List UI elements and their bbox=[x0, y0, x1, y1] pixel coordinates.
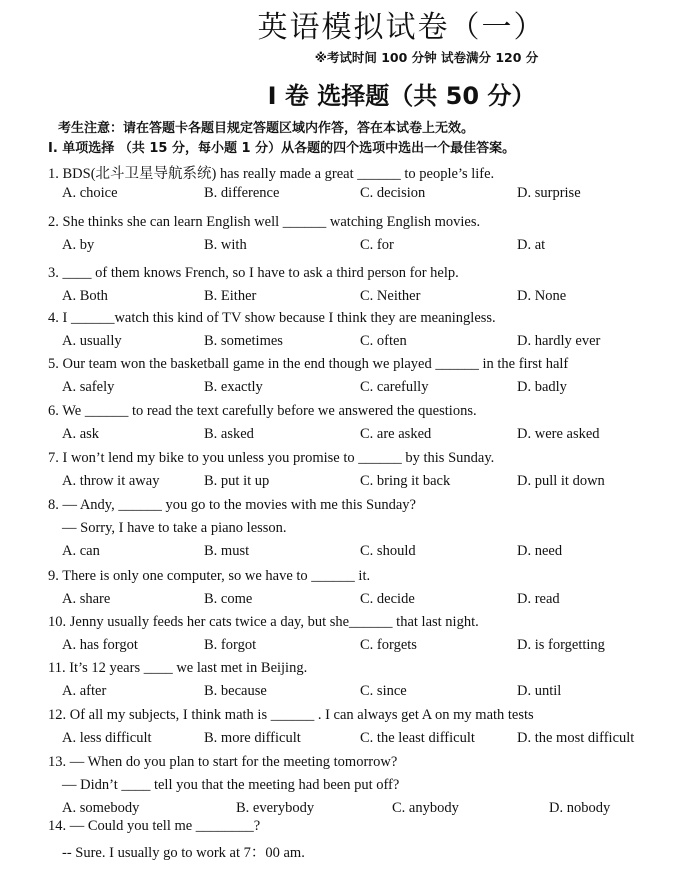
question-5-option-c[interactable]: C. carefully bbox=[360, 379, 429, 395]
question-3-option-b[interactable]: B. Either bbox=[204, 288, 257, 304]
question-10-option-b[interactable]: B. forgot bbox=[204, 637, 257, 653]
question-9-options bbox=[0, 591, 693, 611]
question-13-stem: 13. — When do you plan to start for the meeting tomorrow? bbox=[48, 754, 398, 770]
question-2-option-c[interactable]: C. for bbox=[360, 237, 394, 253]
question-5-options bbox=[0, 379, 693, 399]
question-12-option-c[interactable]: C. the least difficult bbox=[360, 730, 475, 746]
question-10-options bbox=[0, 637, 693, 657]
question-7-options bbox=[0, 473, 693, 493]
question-12-option-b[interactable]: B. more difficult bbox=[204, 730, 301, 746]
question-7-option-c[interactable]: C. bring it back bbox=[360, 473, 451, 489]
question-11-stem: 11. It’s 12 years ____ we last met in Beijing. bbox=[48, 660, 308, 676]
question-1-options bbox=[0, 185, 693, 205]
question-13-reply: — Didn’t ____ tell you that the meeting had been put off? bbox=[62, 777, 400, 793]
question-12-option-d[interactable]: D. the most difficult bbox=[517, 730, 635, 746]
question-11-option-d[interactable]: D. until bbox=[517, 683, 562, 699]
question-4-option-c[interactable]: C. often bbox=[360, 333, 407, 349]
question-7-stem: 7. I won’t lend my bike to you unless you promise to ______ by this Sunday. bbox=[48, 450, 495, 466]
question-3-option-d[interactable]: D. None bbox=[517, 288, 567, 304]
question-13-option-c[interactable]: C. anybody bbox=[392, 800, 459, 816]
question-8-options bbox=[0, 543, 693, 563]
question-10-stem: 10. Jenny usually feeds her cats twice a day, but she______ that last night. bbox=[48, 614, 479, 630]
question-3-option-c[interactable]: C. Neither bbox=[360, 288, 421, 304]
question-5-stem: 5. Our team won the basketball game in the end though we played ______ in the first half bbox=[48, 356, 569, 372]
section-title: I 卷 选择题（共 50 分） bbox=[267, 82, 536, 110]
question-9-option-b[interactable]: B. come bbox=[204, 591, 253, 607]
question-6-stem: 6. We ______ to read the text carefully before we answered the questions. bbox=[48, 403, 477, 419]
question-2-option-b[interactable]: B. with bbox=[204, 237, 247, 253]
question-4-stem: 4. I ______watch this kind of TV show because I think they are meaningless. bbox=[48, 310, 496, 326]
question-5-option-b[interactable]: B. exactly bbox=[204, 379, 263, 395]
question-14-stem: 14. — Could you tell me ________? bbox=[48, 818, 261, 834]
question-11-option-a[interactable]: A. after bbox=[62, 683, 107, 699]
question-9-stem: 9. There is only one computer, so we have to ______ it. bbox=[48, 568, 371, 584]
question-6-option-b[interactable]: B. asked bbox=[204, 426, 254, 442]
question-11-option-c[interactable]: C. since bbox=[360, 683, 407, 699]
question-11-option-b[interactable]: B. because bbox=[204, 683, 267, 699]
question-2-stem: 2. She thinks she can learn English well ______ watching English movies. bbox=[48, 214, 481, 230]
question-13-option-b[interactable]: B. everybody bbox=[236, 800, 315, 816]
question-10-option-c[interactable]: C. forgets bbox=[360, 637, 417, 653]
question-2-options bbox=[0, 237, 693, 257]
question-8-reply: — Sorry, I have to take a piano lesson. bbox=[62, 520, 287, 536]
question-13-options bbox=[0, 800, 693, 820]
question-6-options bbox=[0, 426, 693, 446]
question-8-option-b[interactable]: B. must bbox=[204, 543, 250, 559]
question-7-option-a[interactable]: A. throw it away bbox=[62, 473, 160, 489]
question-8-option-c[interactable]: C. should bbox=[360, 543, 416, 559]
question-1-option-c[interactable]: C. decision bbox=[360, 185, 426, 201]
question-5-option-a[interactable]: A. safely bbox=[62, 379, 115, 395]
question-10-option-a[interactable]: A. has forgot bbox=[62, 637, 138, 653]
question-1-option-a[interactable]: A. choice bbox=[62, 185, 118, 201]
question-4-option-b[interactable]: B. sometimes bbox=[204, 333, 283, 349]
question-3-options bbox=[0, 288, 693, 308]
question-2-option-d[interactable]: D. at bbox=[517, 237, 546, 253]
question-1-stem: 1. BDS(北斗卫星导航系统) has really made a great ______ to people’s life. bbox=[48, 166, 495, 182]
question-14-reply: -- Sure. I usually go to work at 7：00 am. bbox=[62, 845, 305, 861]
question-12-options bbox=[0, 730, 693, 750]
question-5-option-d[interactable]: D. badly bbox=[517, 379, 567, 395]
question-9-option-d[interactable]: D. read bbox=[517, 591, 560, 607]
question-3-option-a[interactable]: A. Both bbox=[62, 288, 108, 304]
candidate-notice: 考生注意：请在答题卡各题目规定答题区域内作答，答在本试卷上无效。 bbox=[58, 121, 475, 136]
exam-time-and-score: ※考试时间 100 分钟 试卷满分 120 分 bbox=[314, 50, 539, 65]
question-13-option-d[interactable]: D. nobody bbox=[549, 800, 611, 816]
question-13-option-a[interactable]: A. somebody bbox=[62, 800, 140, 816]
question-9-option-a[interactable]: A. share bbox=[62, 591, 111, 607]
question-12-stem: 12. Of all my subjects, I think math is ______ . I can always get A on my math tests bbox=[48, 707, 534, 723]
question-2-option-a[interactable]: A. by bbox=[62, 237, 95, 253]
question-1-option-d[interactable]: D. surprise bbox=[517, 185, 581, 201]
question-6-option-d[interactable]: D. were asked bbox=[517, 426, 600, 442]
question-4-options bbox=[0, 333, 693, 353]
question-8-option-a[interactable]: A. can bbox=[62, 543, 100, 559]
question-10-option-d[interactable]: D. is forgetting bbox=[517, 637, 605, 653]
question-9-option-c[interactable]: C. decide bbox=[360, 591, 415, 607]
question-1-option-b[interactable]: B. difference bbox=[204, 185, 280, 201]
question-8-option-d[interactable]: D. need bbox=[517, 543, 563, 559]
question-3-stem: 3. ____ of them knows French, so I have to ask a third person for help. bbox=[48, 265, 459, 281]
question-4-option-d[interactable]: D. hardly ever bbox=[517, 333, 601, 349]
question-8-stem: 8. — Andy, ______ you go to the movies with me this Sunday? bbox=[48, 497, 416, 513]
question-6-option-c[interactable]: C. are asked bbox=[360, 426, 432, 442]
question-7-option-d[interactable]: D. pull it down bbox=[517, 473, 605, 489]
question-4-option-a[interactable]: A. usually bbox=[62, 333, 122, 349]
question-6-option-a[interactable]: A. ask bbox=[62, 426, 100, 442]
exam-title: 英语模拟试卷（一） bbox=[257, 10, 546, 45]
question-7-option-b[interactable]: B. put it up bbox=[204, 473, 270, 489]
part-heading: Ⅰ. 单项选择 （共 15 分，每小题 1 分）从各题的四个选项中选出一个最佳答案。 bbox=[48, 141, 516, 156]
question-12-option-a[interactable]: A. less difficult bbox=[62, 730, 152, 746]
question-11-options bbox=[0, 683, 693, 703]
